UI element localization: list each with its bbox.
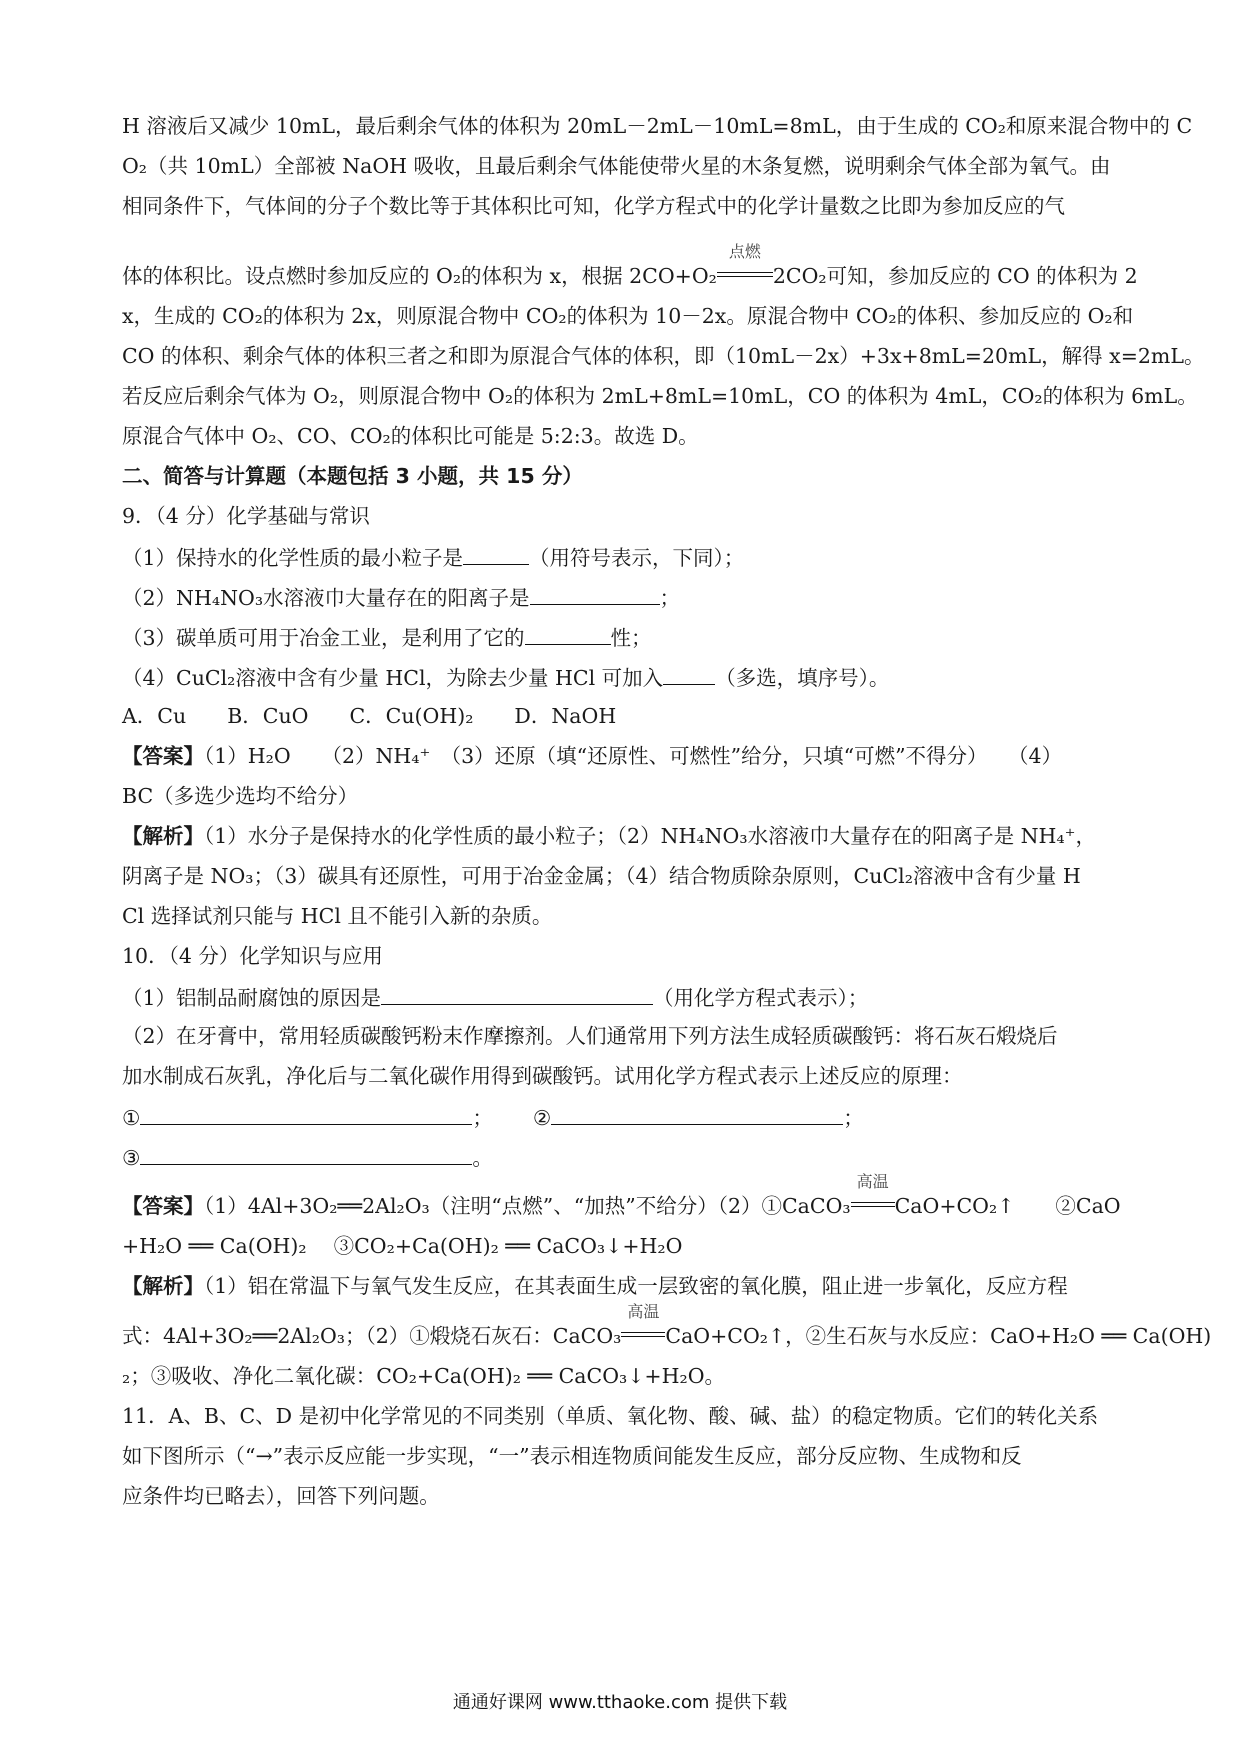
text-line: O₂（共 10mL）全部被 NaOH 吸收，且最后剩余气体能使带火星的木条复燃，说明剩余气体全部为氧气。由 xyxy=(122,154,1111,178)
answer-blank[interactable] xyxy=(140,1142,472,1165)
answer-blank[interactable] xyxy=(663,662,715,685)
text-segment: 2CO₂可知，参加反应的 CO 的体积为 2 xyxy=(772,264,1138,288)
text-line: 若反应后剩余气体为 O₂，则原混合物中 O₂的体积为 2mL+8mL=10mL，CO 的体积为 4mL，CO₂的体积为 6mL。 xyxy=(122,384,1198,408)
question-11-text: 11．A、B、C、D 是初中化学常见的不同类别（单质、氧化物、酸、碱、盐）的稳定物质。它们的转化关系 xyxy=(122,1404,1099,1428)
question-10-blanks-row-1 xyxy=(122,1102,1130,1142)
question-9-options: A．Cu B．CuO C．Cu(OH)₂ D．NaOH xyxy=(122,704,617,728)
text-line: 应条件均已略去），回答下列问题。 xyxy=(122,1484,440,1508)
text-line: BC（多选少选均不给分） xyxy=(122,784,359,808)
text-segment: （1）H₂O （2）NH₄⁺ （3）还原（填“还原性、可燃性”给分，只填“可燃”不得分） （4） xyxy=(204,744,1063,768)
text-line-with-equation xyxy=(122,232,1138,302)
answer-tag: 【答案】 xyxy=(122,744,204,768)
explanation-tag: 【解析】 xyxy=(122,1274,204,1298)
text-segment: （1）铝制品耐腐蚀的原因是 xyxy=(122,986,382,1010)
page-footer: 通通好课网 www.tthaoke.com 提供下载 xyxy=(452,1692,788,1713)
question-10-part-1 xyxy=(122,982,1130,1022)
answer-blank[interactable] xyxy=(551,1102,843,1125)
text-line: 相同条件下，气体间的分子个数比等于其体积比可知，化学方程式中的化学计量数之比即为参加反应的气 xyxy=(122,194,1065,218)
question-9-part-4 xyxy=(122,662,1130,702)
text-segment: （4）CuCl₂溶液中含有少量 HCl，为除去少量 HCl 可加入 xyxy=(122,666,664,690)
question-10-answer xyxy=(122,1172,1130,1232)
reaction-condition xyxy=(851,1172,895,1220)
text-line: x，生成的 CO₂的体积为 2x，则原混合物中 CO₂的体积为 10－2x。原混合物中 CO₂的体积、参加反应的 O₂和 xyxy=(122,304,1134,328)
text-line: ₂；③吸收、净化二氧化碳：CO₂+Ca(OH)₂ ══ CaCO₃↓+H₂O。 xyxy=(122,1364,725,1388)
text-segment: 性； xyxy=(610,626,652,650)
question-9-part-1 xyxy=(122,542,1130,582)
text-line: （2）在牙膏中，常用轻质碳酸钙粉末作摩擦剂。人们通常用下列方法生成轻质碳酸钙：将石灰石煅烧后 xyxy=(122,1024,1058,1048)
text-segment: ； xyxy=(472,1106,493,1130)
circled-number: ② xyxy=(532,1106,552,1130)
answer-blank[interactable] xyxy=(525,622,611,645)
text-segment: 体的体积比。设点燃时参加反应的 O₂的体积为 x，根据 2CO+O₂ xyxy=(122,264,717,288)
text-segment: CaO+CO₂↑，②生石灰与水反应：CaO+H₂O ══ Ca(OH) xyxy=(665,1324,1212,1348)
circled-number: ① xyxy=(122,1106,141,1130)
question-9-title: 9．（4 分）化学基础与常识 xyxy=(122,504,370,528)
answer-blank[interactable] xyxy=(463,542,529,565)
text-segment: （3）碳单质可用于冶金工业，是利用了它的 xyxy=(122,626,525,650)
text-line: H 溶液后又减少 10mL，最后剩余气体的体积为 20mL－2mL－10mL=8mL，由于生成的 CO₂和原来混合物中的 C xyxy=(122,114,1193,138)
text-segment: （用符号表示，下同）； xyxy=(529,546,745,570)
condition-label: 高温 xyxy=(627,1302,660,1321)
explanation-tag: 【解析】 xyxy=(122,824,204,848)
question-9-explanation xyxy=(122,822,1130,862)
text-segment: （用化学方程式表示）； xyxy=(653,986,869,1010)
text-segment: 式：4Al+3O₂══2Al₂O₃；（2）①煅烧石灰石：CaCO₃ xyxy=(122,1324,622,1348)
text-line: 如下图所示（“→”表示反应能一步实现，“一”表示相连物质间能发生反应，部分反应物、生成物和反 xyxy=(122,1444,1022,1468)
answer-blank[interactable] xyxy=(381,982,653,1005)
question-9-part-3 xyxy=(122,622,1130,662)
question-10-title: 10．（4 分）化学知识与应用 xyxy=(122,944,383,968)
text-segment: （多选，填序号）。 xyxy=(715,666,890,690)
text-segment: （1）水分子是保持水的化学性质的最小粒子；（2）NH₄NO₃水溶液巾大量存在的阳离子是 NH₄⁺， xyxy=(204,824,1096,848)
circled-number: ③ xyxy=(122,1146,141,1170)
question-10-blanks-row-2 xyxy=(122,1142,1130,1182)
reaction-condition xyxy=(621,1302,665,1350)
text-line-with-equation xyxy=(122,1302,1212,1362)
text-segment: 。 xyxy=(472,1146,493,1170)
text-line: CO 的体积、剩余气体的体积三者之和即为原混合气体的体积，即（10mL－2x）+3x+8mL=20mL，解得 x=2mL。 xyxy=(122,344,1205,368)
page-content xyxy=(122,112,1212,1522)
text-segment: （1）保持水的化学性质的最小粒子是 xyxy=(122,546,464,570)
answer-tag: 【答案】 xyxy=(122,1194,204,1218)
question-9-answer xyxy=(122,742,1130,782)
text-line: 加水制成石灰乳，净化后与二氧化碳作用得到碳酸钙。试用化学方程式表示上述反应的原理： xyxy=(122,1064,963,1088)
reaction-condition xyxy=(717,242,773,290)
condition-label: 高温 xyxy=(856,1172,889,1191)
text-segment: （2）NH₄NO₃水溶液巾大量存在的阳离子是 xyxy=(122,586,530,610)
section-heading: 二、简答与计算题（本题包括 3 小题，共 15 分） xyxy=(122,464,583,488)
text-line: +H₂O ══ Ca(OH)₂ ③CO₂+Ca(OH)₂ ══ CaCO₃↓+H₂O xyxy=(122,1234,683,1258)
text-segment: ； xyxy=(843,1106,864,1130)
text-line: 原混合气体中 O₂、CO、CO₂的体积比可能是 5:2:3。故选 D。 xyxy=(122,424,699,448)
text-segment: CaO+CO₂↑ ②CaO xyxy=(894,1194,1121,1218)
answer-blank[interactable] xyxy=(140,1102,472,1125)
answer-blank[interactable] xyxy=(530,582,660,605)
text-line: 阴离子是 NO₃；（3）碳具有还原性，可用于冶金金属；（4）结合物质除杂原则，CuCl₂溶液中含有少量 H xyxy=(122,864,1081,888)
question-9-part-2 xyxy=(122,582,1130,622)
text-segment: （1）4Al+3O₂══2Al₂O₃（注明“点燃”、“加热”不给分）（2）①CaCO₃ xyxy=(204,1194,851,1218)
text-segment: ； xyxy=(659,586,681,610)
condition-label: 点燃 xyxy=(728,242,761,261)
text-line: Cl 选择试剂只能与 HCl 且不能引入新的杂质。 xyxy=(122,904,553,928)
text-segment: （1）铝在常温下与氧气发生反应，在其表面生成一层致密的氧化膜，阻止进一步氧化，反应方程 xyxy=(204,1274,1068,1298)
